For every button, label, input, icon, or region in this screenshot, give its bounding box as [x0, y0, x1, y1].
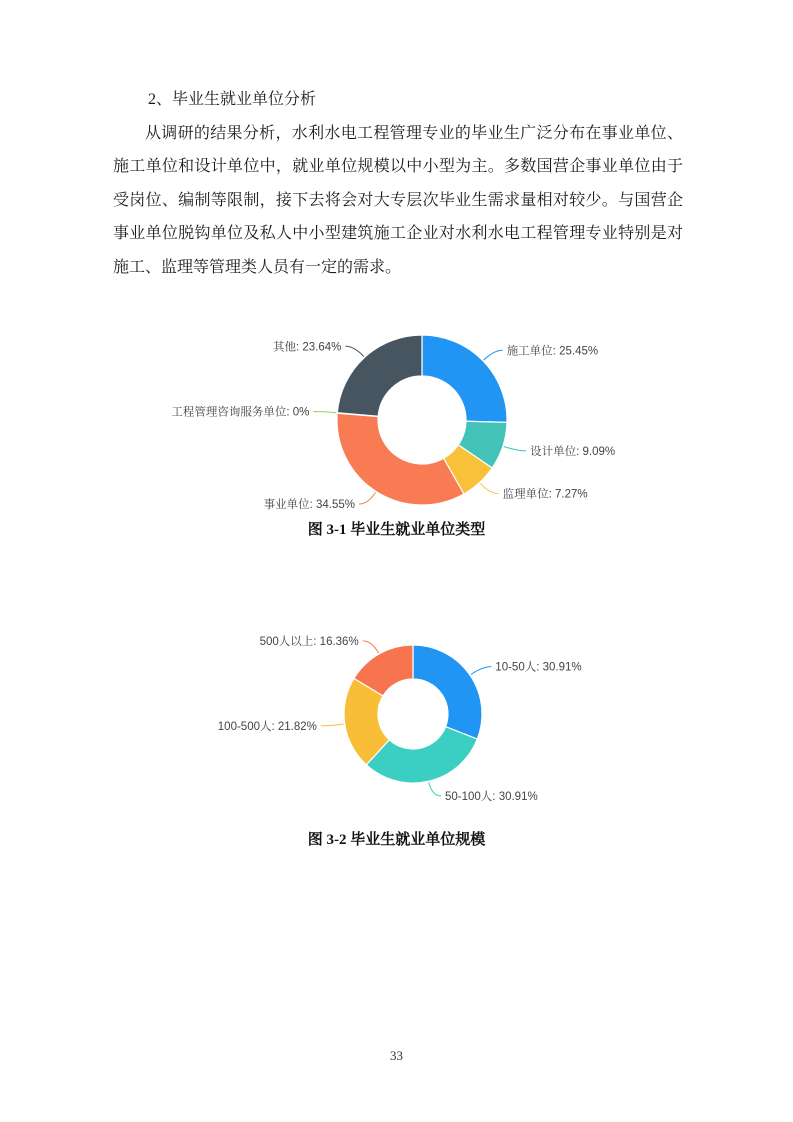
page-number: 33	[390, 1048, 403, 1063]
body-paragraph: 从调研的结果分析，水利水电工程管理专业的毕业生广泛分布在事业单位、施工单位和设计单位中，就业单位规模以中小型为主。多数国营企事业单位由于受岗位、编制等限制，接下去将会对大专层次毕业生需求量相对较少。与国营企事业单位脱钩单位及私人中小型建筑施工企业对水利水电工程管理专业特别是对施工、监理等管理类人员有一定的需求。	[113, 124, 683, 276]
label-leader-line	[345, 346, 363, 356]
pie-slice-1	[413, 645, 482, 739]
label-leader-line	[313, 412, 336, 413]
slice-label: 10-50人: 30.91%	[495, 661, 582, 674]
label-leader-line	[359, 492, 376, 504]
label-leader-line	[321, 724, 344, 726]
slice-label: 事业单位: 34.55%	[263, 499, 355, 512]
pie-slice-1	[422, 335, 507, 422]
label-leader-line	[429, 782, 441, 796]
text-block	[113, 83, 683, 284]
slice-label: 监理单位: 7.27%	[502, 488, 588, 501]
slice-label: 施工单位: 25.45%	[506, 345, 599, 358]
donut-chart-employment-unit-size	[150, 615, 670, 830]
label-leader-line	[471, 667, 492, 675]
slice-label: 设计单位: 9.09%	[530, 445, 616, 458]
donut-chart-employment-unit-type	[150, 318, 670, 518]
label-leader-line	[480, 483, 498, 493]
slice-label: 500人以上: 16.36%	[259, 635, 359, 648]
slice-label: 100-500人: 21.82%	[217, 720, 317, 733]
slice-label: 50-100人: 30.91%	[445, 790, 538, 803]
slice-label: 工程管理咨询服务单位: 0%	[171, 406, 310, 419]
label-leader-line	[363, 641, 379, 653]
slice-label: 其他: 23.64%	[272, 341, 342, 354]
label-leader-line	[484, 350, 503, 360]
figure-caption-3-1: 图 3-1 毕业生就业单位类型	[307, 522, 486, 538]
label-leader-line	[504, 447, 526, 451]
figure-caption-3-2: 图 3-2 毕业生就业单位规模	[307, 832, 486, 848]
section-heading: 2、毕业生就业单位分析	[148, 91, 317, 108]
